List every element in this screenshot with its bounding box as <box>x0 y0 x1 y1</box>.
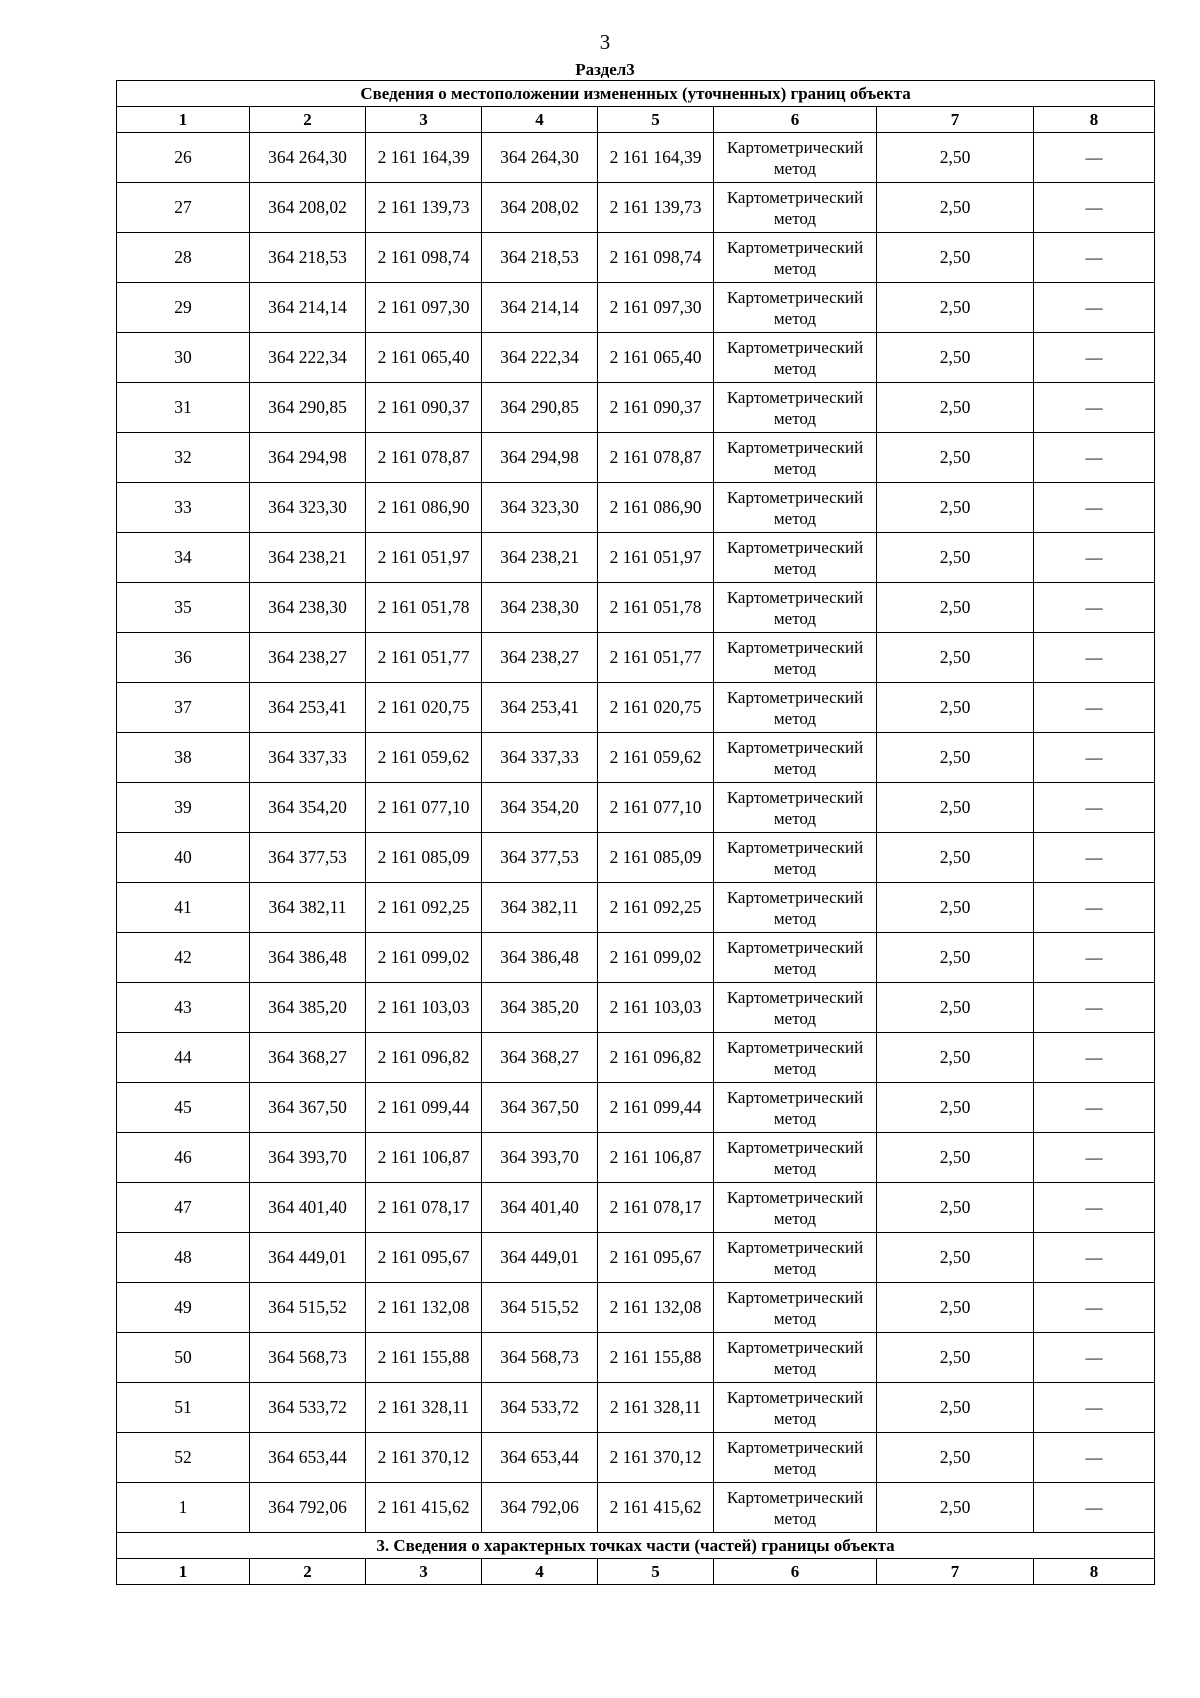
column-header: 8 <box>1034 1559 1155 1585</box>
method-cell: Картометрический метод <box>714 683 877 733</box>
new-x-cell: 364 238,21 <box>482 533 598 583</box>
new-x-cell: 364 792,06 <box>482 1483 598 1533</box>
point-number-cell: 30 <box>117 333 250 383</box>
old-x-cell: 364 294,98 <box>250 433 366 483</box>
precision-cell: 2,50 <box>877 883 1034 933</box>
method-cell: Картометрический метод <box>714 1283 877 1333</box>
column-header: 1 <box>117 107 250 133</box>
method-cell: Картометрический метод <box>714 183 877 233</box>
old-x-cell: 364 653,44 <box>250 1433 366 1483</box>
old-y-cell: 2 161 132,08 <box>366 1283 482 1333</box>
precision-cell: 2,50 <box>877 933 1034 983</box>
method-cell: Картометрический метод <box>714 1133 877 1183</box>
old-y-cell: 2 161 051,78 <box>366 583 482 633</box>
point-number-cell: 49 <box>117 1283 250 1333</box>
point-number-cell: 29 <box>117 283 250 333</box>
method-cell: Картометрический метод <box>714 833 877 883</box>
point-number-cell: 27 <box>117 183 250 233</box>
old-x-cell: 364 354,20 <box>250 783 366 833</box>
precision-cell: 2,50 <box>877 783 1034 833</box>
subsection-header-row <box>117 1559 1155 1585</box>
old-x-cell: 364 214,14 <box>250 283 366 333</box>
method-cell: Картометрический метод <box>714 233 877 283</box>
new-x-cell: 364 449,01 <box>482 1233 598 1283</box>
method-cell: Картометрический метод <box>714 433 877 483</box>
method-cell: Картометрический метод <box>714 1083 877 1133</box>
table-row <box>117 1383 1155 1433</box>
description-cell: — <box>1034 1433 1155 1483</box>
method-cell: Картометрический метод <box>714 133 877 183</box>
point-number-cell: 32 <box>117 433 250 483</box>
new-y-cell: 2 161 090,37 <box>598 383 714 433</box>
table-row <box>117 733 1155 783</box>
table-row <box>117 433 1155 483</box>
column-header-row <box>117 107 1155 133</box>
column-header: 7 <box>877 1559 1034 1585</box>
point-number-cell: 51 <box>117 1383 250 1433</box>
description-cell: — <box>1034 1083 1155 1133</box>
description-cell: — <box>1034 1383 1155 1433</box>
old-y-cell: 2 161 065,40 <box>366 333 482 383</box>
description-cell: — <box>1034 1483 1155 1533</box>
new-y-cell: 2 161 415,62 <box>598 1483 714 1533</box>
description-cell: — <box>1034 533 1155 583</box>
description-cell: — <box>1034 1233 1155 1283</box>
new-y-cell: 2 161 097,30 <box>598 283 714 333</box>
description-cell: — <box>1034 633 1155 683</box>
new-x-cell: 364 368,27 <box>482 1033 598 1083</box>
old-y-cell: 2 161 139,73 <box>366 183 482 233</box>
precision-cell: 2,50 <box>877 583 1034 633</box>
table-row <box>117 483 1155 533</box>
new-x-cell: 364 208,02 <box>482 183 598 233</box>
method-cell: Картометрический метод <box>714 1233 877 1283</box>
point-number-cell: 43 <box>117 983 250 1033</box>
column-header: 4 <box>482 107 598 133</box>
old-y-cell: 2 161 085,09 <box>366 833 482 883</box>
new-x-cell: 364 385,20 <box>482 983 598 1033</box>
old-y-cell: 2 161 086,90 <box>366 483 482 533</box>
old-x-cell: 364 386,48 <box>250 933 366 983</box>
old-y-cell: 2 161 051,97 <box>366 533 482 583</box>
old-y-cell: 2 161 078,17 <box>366 1183 482 1233</box>
point-number-cell: 39 <box>117 783 250 833</box>
description-cell: — <box>1034 1033 1155 1083</box>
point-number-cell: 36 <box>117 633 250 683</box>
point-number-cell: 41 <box>117 883 250 933</box>
table-caption-row <box>117 81 1155 107</box>
table-row <box>117 583 1155 633</box>
table-row <box>117 1283 1155 1333</box>
point-number-cell: 28 <box>117 233 250 283</box>
method-cell: Картометрический метод <box>714 783 877 833</box>
old-y-cell: 2 161 090,37 <box>366 383 482 433</box>
precision-cell: 2,50 <box>877 1033 1034 1083</box>
description-cell: — <box>1034 883 1155 933</box>
new-x-cell: 364 294,98 <box>482 433 598 483</box>
point-number-cell: 48 <box>117 1233 250 1283</box>
point-number-cell: 38 <box>117 733 250 783</box>
description-cell: — <box>1034 783 1155 833</box>
precision-cell: 2,50 <box>877 1233 1034 1283</box>
precision-cell: 2,50 <box>877 433 1034 483</box>
description-cell: — <box>1034 1133 1155 1183</box>
new-x-cell: 364 253,41 <box>482 683 598 733</box>
old-x-cell: 364 393,70 <box>250 1133 366 1183</box>
column-header: 3 <box>366 107 482 133</box>
new-y-cell: 2 161 099,44 <box>598 1083 714 1133</box>
old-x-cell: 364 449,01 <box>250 1233 366 1283</box>
method-cell: Картометрический метод <box>714 1383 877 1433</box>
point-number-cell: 42 <box>117 933 250 983</box>
description-cell: — <box>1034 1183 1155 1233</box>
old-x-cell: 364 222,34 <box>250 333 366 383</box>
point-number-cell: 37 <box>117 683 250 733</box>
old-y-cell: 2 161 103,03 <box>366 983 482 1033</box>
description-cell: — <box>1034 133 1155 183</box>
precision-cell: 2,50 <box>877 383 1034 433</box>
old-x-cell: 364 264,30 <box>250 133 366 183</box>
new-y-cell: 2 161 078,17 <box>598 1183 714 1233</box>
old-y-cell: 2 161 098,74 <box>366 233 482 283</box>
precision-cell: 2,50 <box>877 1183 1034 1233</box>
point-number-cell: 47 <box>117 1183 250 1233</box>
column-header: 7 <box>877 107 1034 133</box>
old-x-cell: 364 568,73 <box>250 1333 366 1383</box>
old-x-cell: 364 238,21 <box>250 533 366 583</box>
new-y-cell: 2 161 065,40 <box>598 333 714 383</box>
old-y-cell: 2 161 095,67 <box>366 1233 482 1283</box>
old-y-cell: 2 161 155,88 <box>366 1333 482 1383</box>
description-cell: — <box>1034 433 1155 483</box>
old-x-cell: 364 323,30 <box>250 483 366 533</box>
new-y-cell: 2 161 099,02 <box>598 933 714 983</box>
point-number-cell: 26 <box>117 133 250 183</box>
point-number-cell: 31 <box>117 383 250 433</box>
new-y-cell: 2 161 051,78 <box>598 583 714 633</box>
method-cell: Картометрический метод <box>714 583 877 633</box>
description-cell: — <box>1034 583 1155 633</box>
old-y-cell: 2 161 092,25 <box>366 883 482 933</box>
new-y-cell: 2 161 328,11 <box>598 1383 714 1433</box>
method-cell: Картометрический метод <box>714 633 877 683</box>
new-x-cell: 364 337,33 <box>482 733 598 783</box>
section-title: Раздел3 <box>575 60 635 79</box>
column-header: 4 <box>482 1559 598 1585</box>
table-row <box>117 383 1155 433</box>
point-number-cell: 1 <box>117 1483 250 1533</box>
precision-cell: 2,50 <box>877 1283 1034 1333</box>
old-y-cell: 2 161 328,11 <box>366 1383 482 1433</box>
old-y-cell: 2 161 370,12 <box>366 1433 482 1483</box>
method-cell: Картометрический метод <box>714 1183 877 1233</box>
description-cell: — <box>1034 683 1155 733</box>
table-row <box>117 1083 1155 1133</box>
new-x-cell: 364 323,30 <box>482 483 598 533</box>
description-cell: — <box>1034 383 1155 433</box>
old-x-cell: 364 377,53 <box>250 833 366 883</box>
table-row <box>117 333 1155 383</box>
old-x-cell: 364 238,27 <box>250 633 366 683</box>
new-y-cell: 2 161 106,87 <box>598 1133 714 1183</box>
method-cell: Картометрический метод <box>714 383 877 433</box>
table-row <box>117 183 1155 233</box>
precision-cell: 2,50 <box>877 233 1034 283</box>
old-y-cell: 2 161 078,87 <box>366 433 482 483</box>
precision-cell: 2,50 <box>877 1483 1034 1533</box>
point-number-cell: 45 <box>117 1083 250 1133</box>
old-y-cell: 2 161 096,82 <box>366 1033 482 1083</box>
new-y-cell: 2 161 086,90 <box>598 483 714 533</box>
new-y-cell: 2 161 164,39 <box>598 133 714 183</box>
old-x-cell: 364 401,40 <box>250 1183 366 1233</box>
table-row <box>117 933 1155 983</box>
new-y-cell: 2 161 077,10 <box>598 783 714 833</box>
precision-cell: 2,50 <box>877 1133 1034 1183</box>
column-header: 2 <box>250 107 366 133</box>
method-cell: Картометрический метод <box>714 1433 877 1483</box>
precision-cell: 2,50 <box>877 1383 1034 1433</box>
new-y-cell: 2 161 051,97 <box>598 533 714 583</box>
new-x-cell: 364 377,53 <box>482 833 598 883</box>
new-y-cell: 2 161 078,87 <box>598 433 714 483</box>
column-header: 6 <box>714 107 877 133</box>
method-cell: Картометрический метод <box>714 1483 877 1533</box>
new-y-cell: 2 161 370,12 <box>598 1433 714 1483</box>
new-x-cell: 364 393,70 <box>482 1133 598 1183</box>
old-x-cell: 364 218,53 <box>250 233 366 283</box>
precision-cell: 2,50 <box>877 333 1034 383</box>
new-y-cell: 2 161 155,88 <box>598 1333 714 1383</box>
point-number-cell: 46 <box>117 1133 250 1183</box>
method-cell: Картометрический метод <box>714 533 877 583</box>
new-y-cell: 2 161 059,62 <box>598 733 714 783</box>
new-x-cell: 364 238,27 <box>482 633 598 683</box>
method-cell: Картометрический метод <box>714 983 877 1033</box>
precision-cell: 2,50 <box>877 633 1034 683</box>
description-cell: — <box>1034 283 1155 333</box>
old-y-cell: 2 161 097,30 <box>366 283 482 333</box>
description-cell: — <box>1034 983 1155 1033</box>
table-row <box>117 233 1155 283</box>
new-x-cell: 364 238,30 <box>482 583 598 633</box>
table-row <box>117 1133 1155 1183</box>
description-cell: — <box>1034 933 1155 983</box>
point-number-cell: 50 <box>117 1333 250 1383</box>
description-cell: — <box>1034 1333 1155 1383</box>
boundary-points-table <box>116 80 1155 1585</box>
new-y-cell: 2 161 051,77 <box>598 633 714 683</box>
precision-cell: 2,50 <box>877 833 1034 883</box>
new-x-cell: 364 222,34 <box>482 333 598 383</box>
table-row <box>117 833 1155 883</box>
new-x-cell: 364 367,50 <box>482 1083 598 1133</box>
subsection-caption-row <box>117 1533 1155 1559</box>
new-y-cell: 2 161 020,75 <box>598 683 714 733</box>
old-x-cell: 364 290,85 <box>250 383 366 433</box>
table-row <box>117 983 1155 1033</box>
method-cell: Картометрический метод <box>714 933 877 983</box>
old-y-cell: 2 161 106,87 <box>366 1133 482 1183</box>
point-number-cell: 44 <box>117 1033 250 1083</box>
method-cell: Картометрический метод <box>714 1333 877 1383</box>
column-header: 1 <box>117 1559 250 1585</box>
new-y-cell: 2 161 139,73 <box>598 183 714 233</box>
new-x-cell: 364 290,85 <box>482 383 598 433</box>
description-cell: — <box>1034 1283 1155 1333</box>
old-x-cell: 364 385,20 <box>250 983 366 1033</box>
precision-cell: 2,50 <box>877 1433 1034 1483</box>
column-header: 6 <box>714 1559 877 1585</box>
column-header: 5 <box>598 107 714 133</box>
column-header: 3 <box>366 1559 482 1585</box>
precision-cell: 2,50 <box>877 283 1034 333</box>
description-cell: — <box>1034 733 1155 783</box>
table-row <box>117 883 1155 933</box>
table-row <box>117 1233 1155 1283</box>
new-y-cell: 2 161 132,08 <box>598 1283 714 1333</box>
method-cell: Картометрический метод <box>714 1033 877 1083</box>
new-x-cell: 364 382,11 <box>482 883 598 933</box>
old-y-cell: 2 161 164,39 <box>366 133 482 183</box>
new-x-cell: 364 653,44 <box>482 1433 598 1483</box>
new-y-cell: 2 161 103,03 <box>598 983 714 1033</box>
table-row <box>117 1183 1155 1233</box>
table-caption: Сведения о местоположении измененных (уточненных) границ объекта <box>117 81 1155 107</box>
old-y-cell: 2 161 415,62 <box>366 1483 482 1533</box>
new-x-cell: 364 533,72 <box>482 1383 598 1433</box>
old-x-cell: 364 382,11 <box>250 883 366 933</box>
new-x-cell: 364 218,53 <box>482 233 598 283</box>
precision-cell: 2,50 <box>877 1333 1034 1383</box>
precision-cell: 2,50 <box>877 483 1034 533</box>
old-x-cell: 364 208,02 <box>250 183 366 233</box>
subsection-caption: 3. Сведения о характерных точках части (частей) границы объекта <box>117 1533 1155 1559</box>
method-cell: Картометрический метод <box>714 283 877 333</box>
old-y-cell: 2 161 077,10 <box>366 783 482 833</box>
old-x-cell: 364 253,41 <box>250 683 366 733</box>
table-row <box>117 1483 1155 1533</box>
new-x-cell: 364 354,20 <box>482 783 598 833</box>
description-cell: — <box>1034 183 1155 233</box>
point-number-cell: 34 <box>117 533 250 583</box>
point-number-cell: 40 <box>117 833 250 883</box>
precision-cell: 2,50 <box>877 1083 1034 1133</box>
table-row <box>117 783 1155 833</box>
table-row <box>117 1033 1155 1083</box>
column-header: 2 <box>250 1559 366 1585</box>
method-cell: Картометрический метод <box>714 483 877 533</box>
old-x-cell: 364 367,50 <box>250 1083 366 1133</box>
new-x-cell: 364 515,52 <box>482 1283 598 1333</box>
old-x-cell: 364 515,52 <box>250 1283 366 1333</box>
table-row <box>117 133 1155 183</box>
page-number: 3 <box>599 30 611 54</box>
method-cell: Картометрический метод <box>714 883 877 933</box>
old-x-cell: 364 533,72 <box>250 1383 366 1433</box>
new-y-cell: 2 161 085,09 <box>598 833 714 883</box>
precision-cell: 2,50 <box>877 983 1034 1033</box>
table-row <box>117 1333 1155 1383</box>
new-x-cell: 364 401,40 <box>482 1183 598 1233</box>
old-y-cell: 2 161 059,62 <box>366 733 482 783</box>
table-row <box>117 533 1155 583</box>
method-cell: Картометрический метод <box>714 733 877 783</box>
column-header: 8 <box>1034 107 1155 133</box>
table-row <box>117 633 1155 683</box>
new-y-cell: 2 161 092,25 <box>598 883 714 933</box>
table-row <box>117 283 1155 333</box>
old-x-cell: 364 792,06 <box>250 1483 366 1533</box>
old-y-cell: 2 161 099,44 <box>366 1083 482 1133</box>
old-y-cell: 2 161 099,02 <box>366 933 482 983</box>
precision-cell: 2,50 <box>877 533 1034 583</box>
new-x-cell: 364 568,73 <box>482 1333 598 1383</box>
precision-cell: 2,50 <box>877 183 1034 233</box>
point-number-cell: 52 <box>117 1433 250 1483</box>
column-header: 5 <box>598 1559 714 1585</box>
point-number-cell: 33 <box>117 483 250 533</box>
new-x-cell: 364 264,30 <box>482 133 598 183</box>
old-x-cell: 364 238,30 <box>250 583 366 633</box>
point-number-cell: 35 <box>117 583 250 633</box>
description-cell: — <box>1034 833 1155 883</box>
precision-cell: 2,50 <box>877 133 1034 183</box>
description-cell: — <box>1034 483 1155 533</box>
new-y-cell: 2 161 096,82 <box>598 1033 714 1083</box>
old-x-cell: 364 337,33 <box>250 733 366 783</box>
table-row <box>117 1433 1155 1483</box>
table-row <box>117 683 1155 733</box>
new-y-cell: 2 161 098,74 <box>598 233 714 283</box>
description-cell: — <box>1034 233 1155 283</box>
old-y-cell: 2 161 051,77 <box>366 633 482 683</box>
precision-cell: 2,50 <box>877 683 1034 733</box>
new-y-cell: 2 161 095,67 <box>598 1233 714 1283</box>
old-x-cell: 364 368,27 <box>250 1033 366 1083</box>
description-cell: — <box>1034 333 1155 383</box>
old-y-cell: 2 161 020,75 <box>366 683 482 733</box>
new-x-cell: 364 386,48 <box>482 933 598 983</box>
new-x-cell: 364 214,14 <box>482 283 598 333</box>
method-cell: Картометрический метод <box>714 333 877 383</box>
precision-cell: 2,50 <box>877 733 1034 783</box>
